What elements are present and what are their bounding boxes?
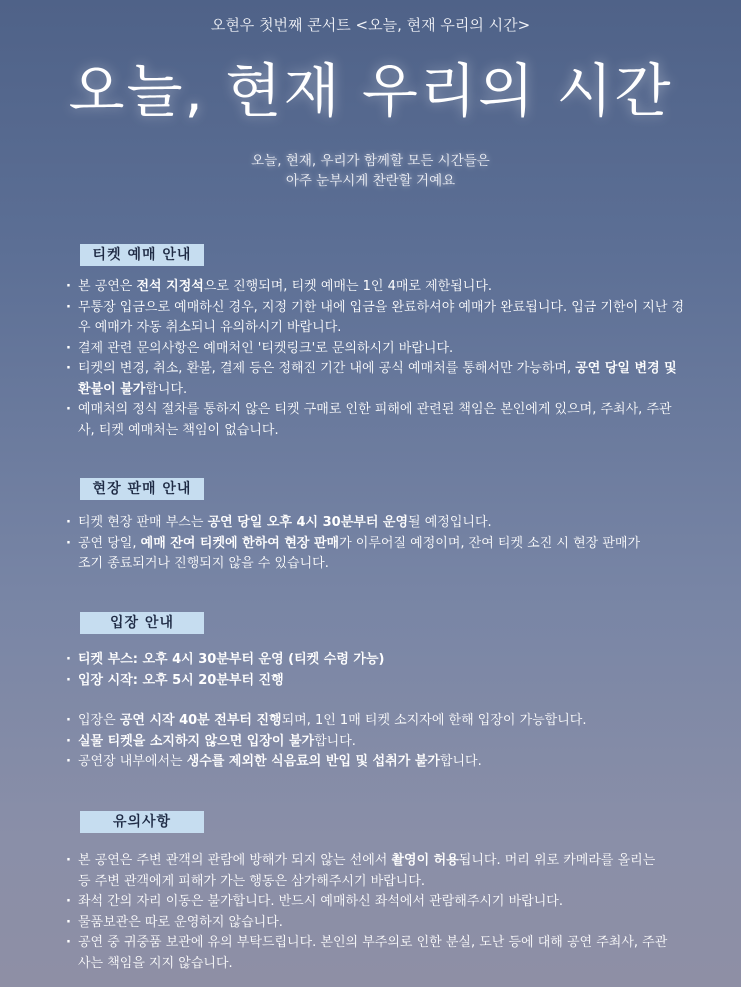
item-text: 티켓의 변경, 취소, 환불, 결제 등은 정해진 기간 내에 공식 예매처를 통해서만 가능하며, xyxy=(78,361,576,376)
item-text: 무통장 입금으로 예매하신 경우, 지정 기한 내에 입금을 완료하셔야 예매가 완료됩니다. 입금 기한이 지난 경우 예매가 자동 취소되니 유의하시기 바랍니다. xyxy=(78,299,685,335)
emphasis-text: 예매 잔여 티켓에 한하여 현장 판매 xyxy=(140,535,340,551)
list-item xyxy=(66,513,656,534)
item-text: 합니다. xyxy=(145,381,188,397)
list-item xyxy=(66,534,656,575)
tagline xyxy=(0,151,741,191)
list-item xyxy=(66,913,670,934)
item-text: 물품보관은 따로 운영하지 않습니다. xyxy=(78,914,283,930)
item-text: 예매처의 정식 절차를 통하지 않은 티켓 구매로 인한 피해에 관련된 책임은 본인에게 있으며, 주최사, 주관사, 티켓 예매처는 책임이 없습니다. xyxy=(78,402,672,438)
section-items xyxy=(66,650,686,773)
tagline-line-1: 오늘, 현재, 우리가 함께할 모든 시간들은 xyxy=(251,153,490,169)
list-item xyxy=(66,732,686,753)
item-text: 입장은 xyxy=(78,713,120,728)
item-text: 공연 당일, xyxy=(78,535,141,551)
list-item xyxy=(66,277,688,298)
emphasis-text: 티켓 부스: 오후 4시 30분부터 운영 (티켓 수령 가능) xyxy=(78,652,385,667)
item-text: 됩니다. 머리 위로 카메라를 올리는 등 주변 관객에게 피해가 가는 행동은 삼가해주시기 바랍니다. xyxy=(78,853,656,889)
list-item xyxy=(66,650,686,671)
item-text: 공연 중 귀중품 보관에 유의 부탁드립니다. 본인의 부주의로 인한 분실, 도난 등에 대해 공연 주최사, 주관사는 책임을 지지 않습니다. xyxy=(78,935,668,971)
item-text: 공연장 내부에서는 xyxy=(78,754,187,769)
emphasis-text: 생수를 제외한 식음료의 반입 및 섭취가 불가 xyxy=(186,754,440,769)
item-text: 본 공연은 주변 관객의 관람에 방해가 되지 않는 선에서 xyxy=(78,853,392,868)
emphasis-text: 공연 당일 변경 및 환불이 불가 xyxy=(78,361,677,397)
section-header: 유의사항 xyxy=(80,811,204,833)
list-item xyxy=(66,671,686,692)
item-text: 티켓 현장 판매 부스는 xyxy=(78,515,208,530)
list-item xyxy=(66,298,688,339)
emphasis-text: 공연 당일 오후 4시 30분부터 운영 xyxy=(207,515,409,530)
item-text: 좌석 간의 자리 이동은 불가합니다. 반드시 예매하신 좌석에서 관람해주시기 바랍니다. xyxy=(78,894,563,909)
section-header: 티켓 예매 안내 xyxy=(80,244,204,266)
item-text: 본 공연은 xyxy=(78,279,137,294)
item-text: 으로 진행되며, 티켓 예매는 1인 4매로 제한됩니다. xyxy=(203,279,493,294)
section-header: 현장 판매 안내 xyxy=(80,478,204,500)
tagline-line-2: 아주 눈부시게 찬란할 거예요 xyxy=(285,173,456,189)
item-text: 결제 관련 문의사항은 예매처인 '티켓링크'로 문의하시기 바랍니다. xyxy=(78,340,454,356)
section-header: 입장 안내 xyxy=(80,612,204,634)
emphasis-text: 촬영이 허용 xyxy=(391,853,459,868)
section-items xyxy=(66,513,656,575)
item-text: 가 이루어질 예정이며, 잔여 티켓 소진 시 현장 판매가 조기 종료되거나 진행되지 않을 수 있습니다. xyxy=(78,535,641,571)
concert-subtitle: 오현우 첫번째 콘서트 <오늘, 현재 우리의 시간> xyxy=(210,16,531,34)
list-item xyxy=(66,359,688,400)
list-item xyxy=(66,339,688,360)
list-item xyxy=(66,851,670,892)
list-item xyxy=(66,752,686,773)
section-items xyxy=(66,851,670,974)
emphasis-text: 공연 시작 40분 전부터 진행 xyxy=(119,713,282,728)
list-item xyxy=(66,711,686,732)
emphasis-text: 입장 시작: 오후 5시 20분부터 진행 xyxy=(78,672,284,688)
list-item xyxy=(66,400,688,441)
item-text: 합니다. xyxy=(439,754,482,769)
item-text: 될 예정입니다. xyxy=(408,515,492,530)
item-text: 합니다. xyxy=(314,733,356,749)
section-items xyxy=(66,277,688,441)
list-item xyxy=(66,933,670,974)
list-item xyxy=(66,892,670,913)
item-text: 되며, 1인 1매 티켓 소지자에 한해 입장이 가능합니다. xyxy=(281,713,587,728)
concert-title: 오늘, 현재 우리의 시간 xyxy=(68,57,673,125)
emphasis-text: 실물 티켓을 소지하지 않으면 입장이 불가 xyxy=(78,733,315,749)
emphasis-text: 전석 지정석 xyxy=(136,279,204,294)
